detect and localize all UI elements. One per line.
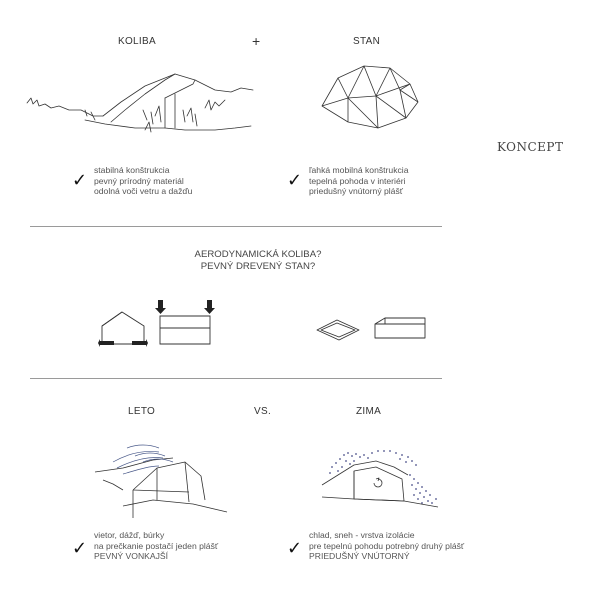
stan-point: priedušný vnútorný plášť — [309, 186, 403, 197]
stan-points — [309, 165, 408, 197]
plus-sign: + — [252, 33, 261, 49]
check-icon: ✓ — [72, 538, 88, 558]
leto-points — [94, 530, 218, 562]
koliba-point: odolná voči vetru a dažďu — [94, 186, 193, 197]
question-line-2: PEVNÝ DREVENÝ STAN? — [200, 261, 316, 272]
stan-point: ľahká mobilná konštrukcia — [309, 165, 409, 175]
check-icon: ✓ — [72, 170, 88, 190]
stan-sketch — [318, 60, 430, 132]
vs-label: VS. — [254, 406, 272, 417]
divider-bottom — [30, 378, 442, 379]
concept-label: KONCEPT — [497, 140, 564, 154]
check-icon: ✓ — [287, 170, 303, 190]
koliba-point: stabilná konštrukcia — [94, 165, 170, 175]
leto-title: LETO — [128, 406, 156, 417]
wooden-tent-diagram — [315, 316, 430, 344]
leto-point: PEVNÝ VONKAJŠÍ — [94, 551, 169, 562]
check-icon: ✓ — [287, 538, 303, 558]
zima-title: ZIMA — [356, 406, 382, 417]
zima-point: chlad, sneh - vrstva izolácie — [309, 530, 415, 540]
koliba-sketch — [25, 70, 255, 140]
zima-point: pre tepelnú pohodu potrebný druhý plášť — [309, 540, 465, 551]
zima-points — [309, 530, 464, 562]
question-line-1: AERODYNAMICKÁ KOLIBA? — [194, 249, 322, 260]
leto-point: na prečkanie postačí jeden plášť — [94, 540, 219, 551]
stan-title: STAN — [353, 36, 381, 47]
koliba-points — [94, 165, 192, 197]
zima-point: PRIEDUŠNÝ VNÚTORNÝ — [309, 551, 410, 562]
aerodynamic-koliba-diagram — [100, 298, 220, 352]
stan-point: tepelná pohoda v interiéri — [309, 175, 406, 186]
divider-top — [30, 226, 442, 227]
leto-point: vietor, dážď, búrky — [94, 530, 165, 540]
koliba-point: pevný prírodný materiál — [94, 175, 184, 186]
koliba-title: KOLIBA — [118, 36, 156, 47]
leto-sketch — [93, 440, 233, 520]
zima-sketch — [320, 445, 440, 515]
question-block — [168, 249, 348, 273]
